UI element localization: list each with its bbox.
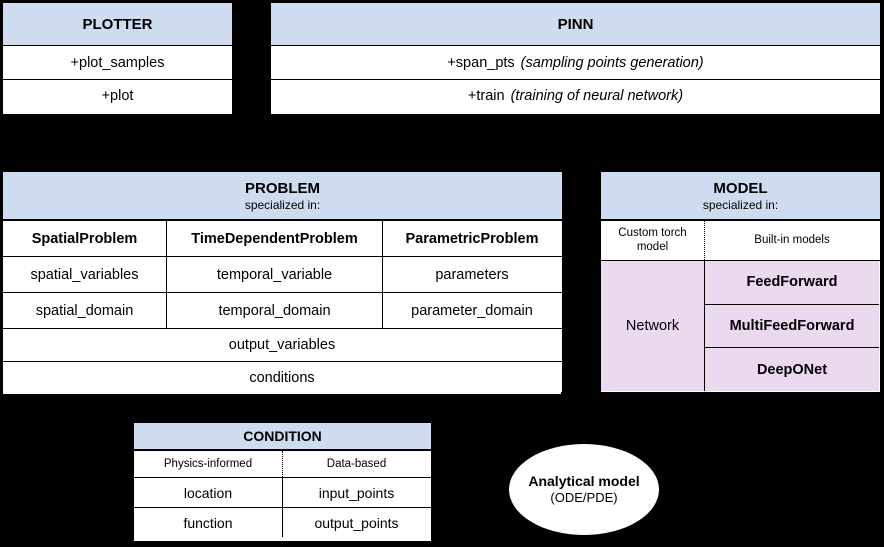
plotter-method-plot-label: +plot: [101, 88, 134, 104]
problem-attributes-row-2: [3, 292, 562, 328]
condition-column-labels-row: [134, 450, 431, 477]
plotter-method-plot-samples-label: +plot_samples: [70, 54, 165, 71]
condition-attr-output-points: output_points: [282, 508, 430, 537]
problem-attr-output-variables: output_variables: [3, 329, 561, 361]
analytical-model-line2: (ODE/PDE): [550, 490, 618, 506]
model-body: [601, 260, 880, 391]
problem-attr-temporal-domain: temporal_domain: [166, 293, 382, 328]
condition-class-box: [133, 422, 432, 542]
pinn-method-span-pts-note: (sampling points generation): [520, 54, 704, 71]
model-class-box: [600, 171, 881, 393]
problem-header: [3, 172, 562, 220]
pinn-method-train: [271, 79, 880, 112]
model-subtitle: specialized in:: [702, 197, 779, 212]
pinn-method-span-pts: [271, 46, 880, 79]
problem-subtitle: specialized in:: [244, 197, 321, 212]
pinn-method-span-pts-label: +span_pts: [447, 54, 515, 71]
condition-attr-input-points: input_points: [282, 478, 430, 507]
problem-attr-conditions: conditions: [3, 362, 561, 394]
problem-shared-output-variables-row: [3, 328, 562, 361]
model-builtin-deeponet: DeepONet: [705, 347, 879, 391]
pinn-class-box: [270, 2, 881, 115]
model-builtin-feedforward: FeedForward: [705, 261, 879, 304]
pinn-method-train-note: (training of neural network): [510, 88, 684, 104]
plotter-title: PLOTTER: [3, 3, 232, 46]
model-title: MODEL: [713, 179, 768, 197]
problem-attr-spatial-domain: spatial_domain: [3, 293, 166, 328]
condition-col-physics-informed-label: Physics-informed: [134, 451, 282, 477]
condition-col-data-based-label: Data-based: [282, 451, 430, 477]
condition-attr-function: function: [134, 508, 282, 537]
problem-shared-conditions-row: [3, 361, 562, 394]
model-col-builtin-label: Built-in models: [704, 221, 879, 260]
plotter-class-box: [2, 2, 233, 115]
problem-specialization-spatial: SpatialProblem: [3, 221, 166, 256]
model-header: [601, 172, 880, 220]
plotter-method-plot: [3, 79, 232, 112]
analytical-model-node: [508, 443, 660, 536]
model-builtin-multifeedforward: MultiFeedForward: [705, 304, 879, 348]
model-column-labels-row: [601, 220, 880, 260]
problem-attributes-row-1: [3, 256, 562, 292]
problem-specializations-row: [3, 220, 562, 256]
problem-title: PROBLEM: [245, 179, 320, 197]
model-builtin-list: [704, 261, 879, 391]
plotter-method-plot-samples: [3, 46, 232, 79]
problem-specialization-time-dependent: TimeDependentProblem: [166, 221, 382, 256]
problem-specialization-parametric: ParametricProblem: [382, 221, 561, 256]
condition-row-1: [134, 477, 431, 507]
condition-row-2: [134, 507, 431, 537]
condition-attr-location: location: [134, 478, 282, 507]
analytical-model-line1: Analytical model: [528, 473, 640, 490]
problem-attr-parameter-domain: parameter_domain: [382, 293, 561, 328]
condition-title: CONDITION: [134, 423, 431, 450]
problem-class-box: [2, 171, 563, 393]
pinn-title: PINN: [271, 3, 880, 46]
model-network-cell: Network: [601, 261, 704, 391]
problem-attr-temporal-variable: temporal_variable: [166, 257, 382, 292]
pinn-method-train-label: +train: [467, 88, 505, 104]
model-col-custom-torch-label: Custom torch model: [601, 221, 704, 260]
problem-attr-parameters: parameters: [382, 257, 561, 292]
problem-attr-spatial-variables: spatial_variables: [3, 257, 166, 292]
